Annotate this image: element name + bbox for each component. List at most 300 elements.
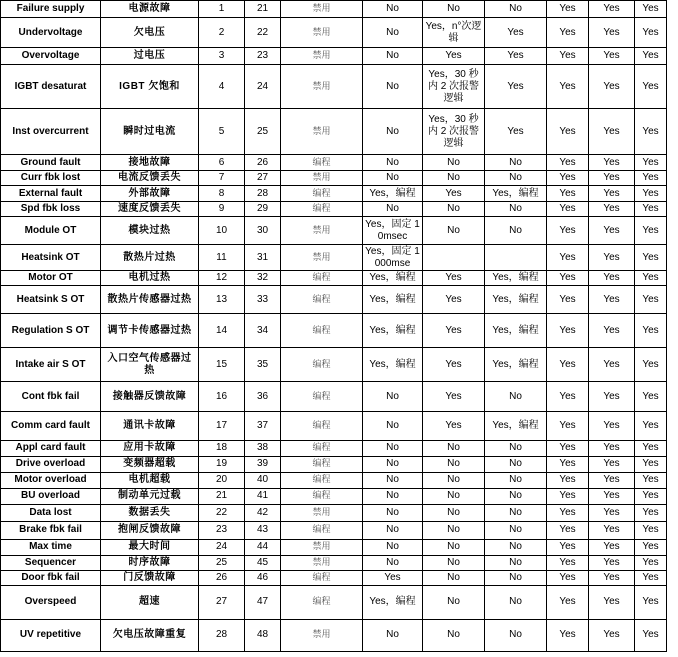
activation-mode: 禁用	[281, 217, 363, 245]
alarm-code: 27	[245, 171, 281, 186]
fault-name-zh: 超速	[101, 585, 199, 619]
col-6-value: No	[423, 488, 485, 504]
activation-mode: 编程	[281, 202, 363, 217]
col-10-value: Yes	[635, 271, 667, 286]
table-row	[1, 555, 667, 570]
fault-code: 8	[199, 186, 245, 202]
col-6-value: No	[423, 555, 485, 570]
table-row	[1, 382, 667, 412]
fault-code: 24	[199, 539, 245, 555]
col-5-value: No	[363, 488, 423, 504]
activation-mode: 禁用	[281, 48, 363, 65]
alarm-code: 36	[245, 382, 281, 412]
fault-code: 1	[199, 1, 245, 18]
fault-name-zh: 调节卡传感器过热	[101, 314, 199, 348]
col-5-value: No	[363, 65, 423, 109]
col-9-value: Yes	[589, 504, 635, 521]
activation-mode: 编程	[281, 440, 363, 456]
fault-name-zh: 电机过热	[101, 271, 199, 286]
alarm-code: 22	[245, 18, 281, 48]
activation-mode: 编程	[281, 314, 363, 348]
col-9-value: Yes	[589, 348, 635, 382]
fault-code: 27	[199, 585, 245, 619]
col-9-value: Yes	[589, 488, 635, 504]
col-7-value: No	[485, 619, 547, 651]
col-7-value: Yes	[485, 109, 547, 155]
col-9-value: Yes	[589, 521, 635, 539]
fault-name-en: Drive overload	[1, 456, 101, 472]
alarm-code: 43	[245, 521, 281, 539]
col-9-value: Yes	[589, 1, 635, 18]
col-5-value: No	[363, 382, 423, 412]
activation-mode: 禁用	[281, 555, 363, 570]
col-10-value: Yes	[635, 186, 667, 202]
fault-code: 17	[199, 412, 245, 440]
col-9-value: Yes	[589, 202, 635, 217]
col-8-value: Yes	[547, 456, 589, 472]
col-10-value: Yes	[635, 456, 667, 472]
col-9-value: Yes	[589, 186, 635, 202]
table-row	[1, 539, 667, 555]
table-row	[1, 186, 667, 202]
col-8-value: Yes	[547, 286, 589, 314]
fault-name-en: Curr fbk lost	[1, 171, 101, 186]
col-6-value: No	[423, 521, 485, 539]
table-row	[1, 521, 667, 539]
col-7-value: Yes，编程	[485, 412, 547, 440]
col-8-value: Yes	[547, 521, 589, 539]
table-row	[1, 271, 667, 286]
table-row	[1, 619, 667, 651]
col-6-value: Yes	[423, 382, 485, 412]
fault-name-en: Heatsink S OT	[1, 286, 101, 314]
fault-name-en: UV repetitive	[1, 619, 101, 651]
col-8-value: Yes	[547, 440, 589, 456]
fault-code: 20	[199, 472, 245, 488]
col-6-value: No	[423, 619, 485, 651]
col-5-value: Yes，固定 1000mse	[363, 245, 423, 271]
col-7-value: No	[485, 1, 547, 18]
fault-code: 28	[199, 619, 245, 651]
col-8-value: Yes	[547, 382, 589, 412]
col-9-value: Yes	[589, 171, 635, 186]
table-row	[1, 18, 667, 48]
fault-name-en: Regulation S OT	[1, 314, 101, 348]
col-7-value: Yes，编程	[485, 286, 547, 314]
col-10-value: Yes	[635, 412, 667, 440]
fault-code: 12	[199, 271, 245, 286]
fault-name-zh: 接地故障	[101, 155, 199, 171]
activation-mode: 编程	[281, 488, 363, 504]
fault-name-en: Brake fbk fail	[1, 521, 101, 539]
activation-mode: 禁用	[281, 65, 363, 109]
fault-name-en: Failure supply	[1, 1, 101, 18]
fault-code: 22	[199, 504, 245, 521]
col-8-value: Yes	[547, 65, 589, 109]
fault-name-zh: 外部故障	[101, 186, 199, 202]
fault-name-en: Motor OT	[1, 271, 101, 286]
fault-name-zh: 最大时间	[101, 539, 199, 555]
col-9-value: Yes	[589, 155, 635, 171]
col-6-value: No	[423, 504, 485, 521]
fault-table-body	[1, 1, 667, 652]
fault-code: 2	[199, 18, 245, 48]
fault-name-zh: 速度反馈丢失	[101, 202, 199, 217]
col-7-value: No	[485, 217, 547, 245]
alarm-code: 37	[245, 412, 281, 440]
fault-code: 5	[199, 109, 245, 155]
col-7-value: Yes，编程	[485, 186, 547, 202]
col-8-value: Yes	[547, 488, 589, 504]
alarm-code: 29	[245, 202, 281, 217]
table-row	[1, 286, 667, 314]
col-5-value: No	[363, 202, 423, 217]
alarm-code: 35	[245, 348, 281, 382]
activation-mode: 禁用	[281, 539, 363, 555]
fault-name-en: Motor overload	[1, 472, 101, 488]
activation-mode: 编程	[281, 271, 363, 286]
activation-mode: 编程	[281, 456, 363, 472]
col-7-value: No	[485, 585, 547, 619]
col-5-value: No	[363, 456, 423, 472]
col-6-value: No	[423, 155, 485, 171]
fault-name-zh: 抱闸反馈故障	[101, 521, 199, 539]
col-8-value: Yes	[547, 539, 589, 555]
col-5-value: No	[363, 504, 423, 521]
col-5-value: No	[363, 619, 423, 651]
col-10-value: Yes	[635, 314, 667, 348]
alarm-code: 24	[245, 65, 281, 109]
activation-mode: 编程	[281, 348, 363, 382]
col-9-value: Yes	[589, 271, 635, 286]
table-row	[1, 1, 667, 18]
col-5-value: No	[363, 171, 423, 186]
alarm-code: 40	[245, 472, 281, 488]
col-8-value: Yes	[547, 472, 589, 488]
table-row	[1, 488, 667, 504]
col-10-value: Yes	[635, 155, 667, 171]
col-9-value: Yes	[589, 440, 635, 456]
col-8-value: Yes	[547, 314, 589, 348]
col-9-value: Yes	[589, 245, 635, 271]
col-7-value: Yes	[485, 18, 547, 48]
alarm-code: 46	[245, 570, 281, 585]
col-6-value: Yes	[423, 286, 485, 314]
fault-code: 16	[199, 382, 245, 412]
fault-name-en: IGBT desaturat	[1, 65, 101, 109]
col-9-value: Yes	[589, 585, 635, 619]
fault-name-zh: 欠电压	[101, 18, 199, 48]
col-8-value: Yes	[547, 155, 589, 171]
col-6-value: Yes	[423, 348, 485, 382]
col-8-value: Yes	[547, 555, 589, 570]
col-7-value	[485, 245, 547, 271]
fault-name-zh: 散热片过热	[101, 245, 199, 271]
activation-mode: 编程	[281, 521, 363, 539]
activation-mode: 禁用	[281, 1, 363, 18]
activation-mode: 编程	[281, 570, 363, 585]
col-6-value: No	[423, 472, 485, 488]
fault-name-en: External fault	[1, 186, 101, 202]
alarm-code: 33	[245, 286, 281, 314]
col-5-value: No	[363, 472, 423, 488]
col-6-value: No	[423, 539, 485, 555]
col-10-value: Yes	[635, 109, 667, 155]
col-7-value: No	[485, 539, 547, 555]
col-7-value: Yes，编程	[485, 348, 547, 382]
col-5-value: Yes，编程	[363, 348, 423, 382]
fault-name-en: Intake air S OT	[1, 348, 101, 382]
col-9-value: Yes	[589, 456, 635, 472]
activation-mode: 编程	[281, 382, 363, 412]
col-5-value: Yes，编程	[363, 585, 423, 619]
col-9-value: Yes	[589, 286, 635, 314]
fault-code: 3	[199, 48, 245, 65]
col-10-value: Yes	[635, 570, 667, 585]
col-9-value: Yes	[589, 217, 635, 245]
col-6-value: Yes，30 秒内 2 次报警逻辑	[423, 109, 485, 155]
col-5-value: No	[363, 440, 423, 456]
alarm-code: 25	[245, 109, 281, 155]
table-row	[1, 155, 667, 171]
fault-name-zh: 模块过热	[101, 217, 199, 245]
fault-name-en: Spd fbk loss	[1, 202, 101, 217]
fault-name-en: Undervoltage	[1, 18, 101, 48]
col-10-value: Yes	[635, 1, 667, 18]
col-10-value: Yes	[635, 488, 667, 504]
fault-name-zh: IGBT 欠饱和	[101, 65, 199, 109]
table-row	[1, 202, 667, 217]
col-6-value: No	[423, 456, 485, 472]
table-row	[1, 570, 667, 585]
fault-name-zh: 过电压	[101, 48, 199, 65]
col-5-value: No	[363, 555, 423, 570]
alarm-code: 42	[245, 504, 281, 521]
col-9-value: Yes	[589, 48, 635, 65]
col-5-value: Yes，编程	[363, 271, 423, 286]
col-6-value: No	[423, 440, 485, 456]
fault-name-en: Module OT	[1, 217, 101, 245]
activation-mode: 禁用	[281, 171, 363, 186]
fault-code: 10	[199, 217, 245, 245]
col-8-value: Yes	[547, 504, 589, 521]
col-10-value: Yes	[635, 171, 667, 186]
fault-name-zh: 时序故障	[101, 555, 199, 570]
col-10-value: Yes	[635, 539, 667, 555]
table-row	[1, 348, 667, 382]
alarm-code: 34	[245, 314, 281, 348]
table-row	[1, 109, 667, 155]
col-9-value: Yes	[589, 412, 635, 440]
col-7-value: Yes	[485, 65, 547, 109]
activation-mode: 禁用	[281, 619, 363, 651]
col-8-value: Yes	[547, 186, 589, 202]
fault-name-en: Comm card fault	[1, 412, 101, 440]
table-row	[1, 456, 667, 472]
table-row	[1, 245, 667, 271]
activation-mode: 编程	[281, 585, 363, 619]
fault-name-zh: 电流反馈丢失	[101, 171, 199, 186]
col-5-value: No	[363, 109, 423, 155]
alarm-code: 41	[245, 488, 281, 504]
col-5-value: No	[363, 521, 423, 539]
table-row	[1, 48, 667, 65]
fault-code: 21	[199, 488, 245, 504]
col-7-value: Yes，编程	[485, 314, 547, 348]
fault-name-en: Overvoltage	[1, 48, 101, 65]
fault-code: 25	[199, 555, 245, 570]
col-8-value: Yes	[547, 245, 589, 271]
col-8-value: Yes	[547, 1, 589, 18]
col-8-value: Yes	[547, 171, 589, 186]
col-7-value: No	[485, 472, 547, 488]
col-7-value: No	[485, 570, 547, 585]
col-10-value: Yes	[635, 521, 667, 539]
alarm-code: 31	[245, 245, 281, 271]
col-7-value: No	[485, 504, 547, 521]
col-10-value: Yes	[635, 48, 667, 65]
table-row	[1, 472, 667, 488]
col-9-value: Yes	[589, 619, 635, 651]
col-5-value: Yes	[363, 570, 423, 585]
col-5-value: No	[363, 48, 423, 65]
col-5-value: Yes，固定 10msec	[363, 217, 423, 245]
fault-name-zh: 入口空气传感器过热	[101, 348, 199, 382]
activation-mode: 编程	[281, 186, 363, 202]
col-6-value: No	[423, 570, 485, 585]
col-10-value: Yes	[635, 217, 667, 245]
col-5-value: No	[363, 155, 423, 171]
fault-code: 4	[199, 65, 245, 109]
col-10-value: Yes	[635, 555, 667, 570]
col-7-value: No	[485, 440, 547, 456]
activation-mode: 禁用	[281, 18, 363, 48]
alarm-code: 26	[245, 155, 281, 171]
col-10-value: Yes	[635, 18, 667, 48]
activation-mode: 编程	[281, 286, 363, 314]
table-row	[1, 314, 667, 348]
col-5-value: Yes，编程	[363, 314, 423, 348]
col-10-value: Yes	[635, 65, 667, 109]
fault-name-en: Max time	[1, 539, 101, 555]
fault-code: 7	[199, 171, 245, 186]
table-row	[1, 585, 667, 619]
col-7-value: No	[485, 456, 547, 472]
fault-name-en: Heatsink OT	[1, 245, 101, 271]
col-6-value: Yes	[423, 186, 485, 202]
col-8-value: Yes	[547, 109, 589, 155]
fault-name-zh: 电源故障	[101, 1, 199, 18]
col-7-value: No	[485, 555, 547, 570]
fault-code: 23	[199, 521, 245, 539]
col-5-value: No	[363, 412, 423, 440]
col-10-value: Yes	[635, 245, 667, 271]
col-6-value: Yes，n°次逻辑	[423, 18, 485, 48]
table-row	[1, 412, 667, 440]
col-5-value: No	[363, 18, 423, 48]
alarm-code: 30	[245, 217, 281, 245]
alarm-code: 48	[245, 619, 281, 651]
col-8-value: Yes	[547, 412, 589, 440]
fault-name-en: Data lost	[1, 504, 101, 521]
fault-name-en: Sequencer	[1, 555, 101, 570]
col-10-value: Yes	[635, 619, 667, 651]
col-7-value: Yes	[485, 48, 547, 65]
col-6-value: Yes	[423, 48, 485, 65]
col-9-value: Yes	[589, 472, 635, 488]
fault-code: 13	[199, 286, 245, 314]
alarm-code: 39	[245, 456, 281, 472]
fault-name-zh: 数据丢失	[101, 504, 199, 521]
col-6-value	[423, 245, 485, 271]
col-6-value: No	[423, 1, 485, 18]
fault-name-zh: 变频器超载	[101, 456, 199, 472]
col-5-value: Yes，编程	[363, 286, 423, 314]
table-row	[1, 171, 667, 186]
col-9-value: Yes	[589, 570, 635, 585]
alarm-code: 38	[245, 440, 281, 456]
col-9-value: Yes	[589, 109, 635, 155]
col-5-value: No	[363, 539, 423, 555]
col-10-value: Yes	[635, 440, 667, 456]
col-8-value: Yes	[547, 202, 589, 217]
col-7-value: No	[485, 488, 547, 504]
col-6-value: No	[423, 585, 485, 619]
col-5-value: No	[363, 1, 423, 18]
fault-name-zh: 制动单元过载	[101, 488, 199, 504]
activation-mode: 禁用	[281, 109, 363, 155]
fault-code: 9	[199, 202, 245, 217]
fault-name-zh: 门反馈故障	[101, 570, 199, 585]
fault-code: 11	[199, 245, 245, 271]
col-8-value: Yes	[547, 271, 589, 286]
activation-mode: 编程	[281, 472, 363, 488]
col-9-value: Yes	[589, 18, 635, 48]
fault-name-zh: 散热片传感器过热	[101, 286, 199, 314]
fault-code: 14	[199, 314, 245, 348]
col-10-value: Yes	[635, 348, 667, 382]
col-8-value: Yes	[547, 348, 589, 382]
alarm-code: 23	[245, 48, 281, 65]
fault-code: 19	[199, 456, 245, 472]
col-6-value: No	[423, 217, 485, 245]
fault-name-zh: 电机超载	[101, 472, 199, 488]
fault-name-en: Appl card fault	[1, 440, 101, 456]
col-5-value: Yes，编程	[363, 186, 423, 202]
activation-mode: 禁用	[281, 245, 363, 271]
col-9-value: Yes	[589, 65, 635, 109]
alarm-code: 21	[245, 1, 281, 18]
table-row	[1, 440, 667, 456]
fault-name-zh: 通讯卡故障	[101, 412, 199, 440]
col-7-value: No	[485, 202, 547, 217]
alarm-code: 47	[245, 585, 281, 619]
col-8-value: Yes	[547, 585, 589, 619]
col-7-value: No	[485, 155, 547, 171]
col-6-value: Yes，30 秒内 2 次报警逻辑	[423, 65, 485, 109]
table-row	[1, 65, 667, 109]
col-7-value: Yes，编程	[485, 271, 547, 286]
table-row	[1, 217, 667, 245]
col-9-value: Yes	[589, 314, 635, 348]
col-9-value: Yes	[589, 382, 635, 412]
activation-mode: 编程	[281, 412, 363, 440]
col-10-value: Yes	[635, 504, 667, 521]
alarm-code: 45	[245, 555, 281, 570]
alarm-code: 44	[245, 539, 281, 555]
fault-code: 18	[199, 440, 245, 456]
fault-code: 26	[199, 570, 245, 585]
